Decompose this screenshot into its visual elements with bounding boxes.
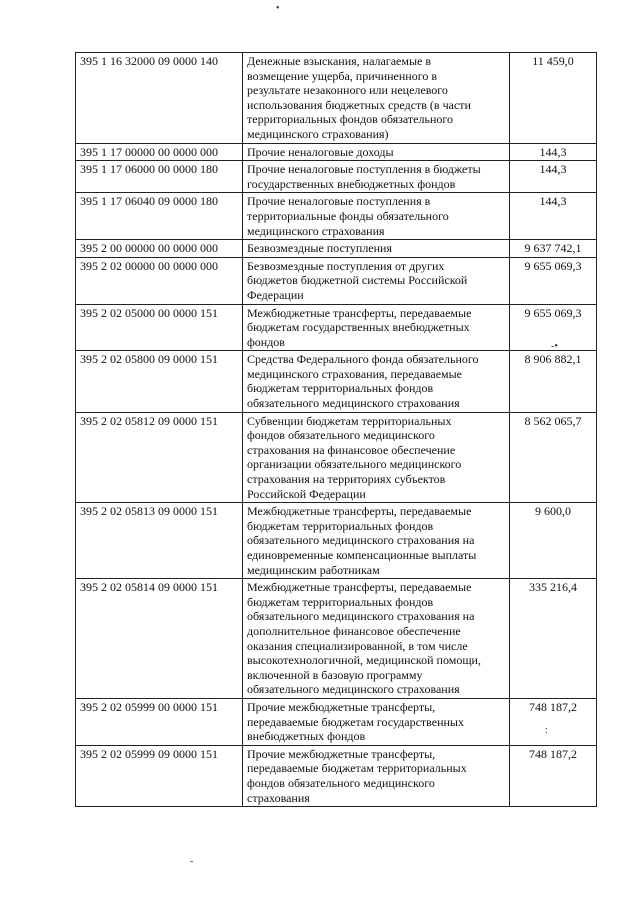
revenue-name-line: результате незаконного или нецелевого (247, 83, 448, 98)
revenue-name-line: обязательного медицинского страхования (247, 396, 460, 411)
budget-code-cell: 395 1 17 00000 00 0000 000 (76, 143, 243, 161)
revenue-name-line: Средства Федерального фонда обязательного (247, 352, 479, 367)
revenue-name-line: фондов обязательного медицинского (247, 775, 435, 790)
revenue-name-line: Безвозмездные поступления (247, 241, 392, 256)
amount-cell: 9 655 069,3 (510, 304, 597, 351)
table-row (76, 240, 597, 258)
budget-code-cell: 395 1 17 06000 00 0000 180 (76, 161, 243, 193)
table-row (76, 193, 597, 240)
revenue-name-line: бюджетов бюджетной системы Российской (247, 273, 468, 288)
budget-code-cell: 395 1 16 32000 09 0000 140 (76, 53, 243, 144)
revenue-name-line: обязательного медицинского страхования на (247, 609, 475, 624)
revenue-name-line: использования бюджетных средств (в части (247, 97, 471, 112)
revenue-name-line: Федерации (247, 287, 304, 302)
revenue-name-line: Межбюджетные трансферты, передаваемые (247, 580, 472, 595)
scan-speck: : (545, 725, 548, 736)
amount-cell: 8 562 065,7 (510, 412, 597, 503)
table-row (76, 579, 597, 699)
revenue-name-line: передаваемые бюджетам государственных (247, 714, 464, 729)
budget-code-cell: 395 2 02 05999 00 0000 151 (76, 698, 243, 745)
amount-cell: 144,3 (510, 193, 597, 240)
revenue-name-cell (243, 193, 510, 240)
revenue-name-line: бюджетам территориальных фондов (247, 518, 434, 533)
revenue-name-cell (243, 412, 510, 503)
budget-code-cell: 395 2 00 00000 00 0000 000 (76, 240, 243, 258)
revenue-name-line: включенной в базовую программу (247, 667, 423, 682)
revenue-name-line: внебюджетных фондов (247, 729, 366, 744)
revenue-name-line: единовременные компенсационные выплаты (247, 548, 477, 562)
amount-cell: 9 655 069,3 (510, 257, 597, 304)
revenue-name-line: Прочие межбюджетные трансферты, (247, 746, 436, 761)
revenue-name-line: Прочие неналоговые доходы (247, 144, 394, 159)
table-row (76, 304, 597, 351)
budget-code-cell: 395 2 02 05800 09 0000 151 (76, 351, 243, 412)
table-row (76, 351, 597, 412)
revenue-name-line: территориальные фонды обязательного (247, 208, 449, 223)
revenue-name-line: медицинского страхования, передаваемые (247, 366, 462, 381)
revenue-name-line: страхования (247, 790, 310, 805)
revenue-name-line: фондов обязательного медицинского (247, 428, 435, 443)
revenue-name-cell (243, 304, 510, 351)
revenue-name-line: Российской Федерации (247, 486, 366, 501)
budget-code-cell: 395 2 02 05000 00 0000 151 (76, 304, 243, 351)
amount-cell: 748 187,2 (510, 698, 597, 745)
budget-code-cell: 395 2 02 05814 09 0000 151 (76, 579, 243, 699)
revenue-name-line: Субвенции бюджетам территориальных (247, 413, 452, 428)
revenue-table-body (76, 53, 597, 807)
revenue-name-cell (243, 503, 510, 579)
table-row (76, 745, 597, 806)
budget-code-cell: 395 2 02 05813 09 0000 151 (76, 503, 243, 579)
revenue-name-line: обязательного медицинского страхования на (247, 533, 475, 548)
revenue-name-line: обязательного медицинского страхования (247, 682, 460, 697)
revenue-name-line: возмещение ущерба, причиненного в (247, 68, 437, 83)
revenue-name-cell (243, 143, 510, 161)
revenue-name-line: медицинским работникам (247, 562, 380, 577)
revenue-name-line: территориальных фондов обязательного (247, 112, 454, 127)
budget-code-cell: 395 2 02 00000 00 0000 000 (76, 257, 243, 304)
revenue-name-line: государственных внебюджетных фондов (247, 176, 456, 191)
revenue-table (75, 52, 597, 807)
amount-cell: 144,3 (510, 143, 597, 161)
table-row (76, 53, 597, 144)
scan-speck: - (190, 856, 194, 867)
amount-cell: 748 187,2 (510, 745, 597, 806)
revenue-name-cell (243, 351, 510, 412)
revenue-name-line: Прочие неналоговые поступления в бюджеты (247, 162, 481, 177)
amount-cell: 9 637 742,1 (510, 240, 597, 258)
revenue-name-cell (243, 698, 510, 745)
table-row (76, 412, 597, 503)
table-row (76, 503, 597, 579)
amount-cell: 8 906 882,1 (510, 351, 597, 412)
amount-cell: 335 216,4 (510, 579, 597, 699)
revenue-name-line: Денежные взыскания, налагаемые в (247, 54, 432, 68)
amount-cell: 9 600,0 (510, 503, 597, 579)
amount-cell: 11 459,0 (510, 53, 597, 144)
revenue-name-line: высокотехнологичной, медицинской помощи, (247, 653, 481, 668)
revenue-name-line: Прочие межбюджетные трансферты, (247, 699, 436, 714)
budget-code-cell: 395 2 02 05999 09 0000 151 (76, 745, 243, 806)
revenue-name-line: страхования на территориях субъектов (247, 472, 446, 487)
revenue-name-line: передаваемые бюджетам территориальных (247, 761, 467, 776)
revenue-name-line: медицинского страхования) (247, 126, 389, 141)
scan-speck: -• (551, 341, 558, 352)
revenue-name-line: организации обязательного медицинского (247, 457, 462, 472)
revenue-name-cell (243, 53, 510, 144)
table-row (76, 161, 597, 193)
revenue-name-line: медицинского страхования (247, 223, 385, 238)
amount-cell: 144,3 (510, 161, 597, 193)
revenue-name-cell (243, 745, 510, 806)
table-row (76, 257, 597, 304)
revenue-name-cell (243, 240, 510, 258)
revenue-name-cell (243, 161, 510, 193)
scan-speck: • (276, 3, 280, 14)
revenue-name-line: бюджетам территориальных фондов (247, 594, 434, 609)
table-row (76, 143, 597, 161)
revenue-name-line: Межбюджетные трансферты, передаваемые (247, 504, 472, 519)
budget-code-cell: 395 1 17 06040 09 0000 180 (76, 193, 243, 240)
revenue-name-cell (243, 579, 510, 699)
revenue-name-line: бюджетам государственных внебюджетных (247, 320, 470, 335)
revenue-name-line: оказания специализированной, в том числе (247, 638, 468, 653)
revenue-name-line: Межбюджетные трансферты, передаваемые (247, 305, 472, 320)
budget-code-cell: 395 2 02 05812 09 0000 151 (76, 412, 243, 503)
revenue-name-line: Прочие неналоговые поступления в (247, 194, 431, 209)
revenue-name-line: фондов (247, 334, 285, 349)
revenue-name-line: Безвозмездные поступления от других (247, 258, 445, 273)
table-row (76, 698, 597, 745)
revenue-name-line: страхования на финансовое обеспечение (247, 442, 456, 457)
revenue-name-line: бюджетам территориальных фондов (247, 381, 434, 396)
revenue-name-line: дополнительное финансовое обеспечение (247, 623, 461, 638)
revenue-name-cell (243, 257, 510, 304)
